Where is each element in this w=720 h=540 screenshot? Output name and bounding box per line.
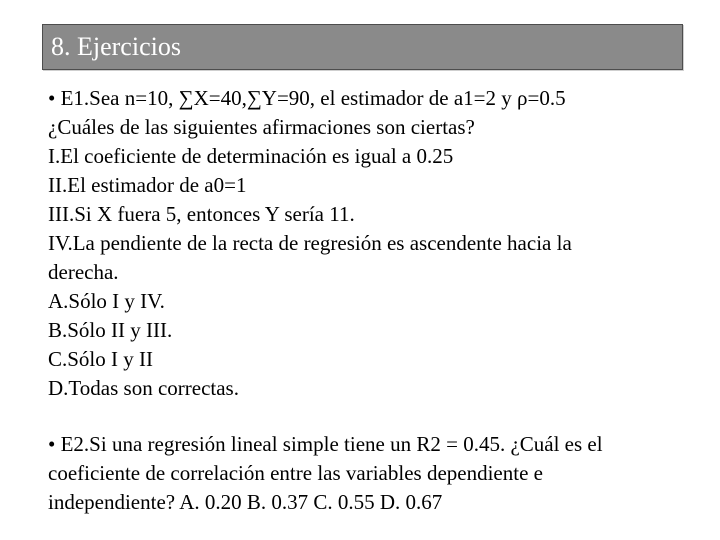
statement-iv: IV.La pendiente de la recta de regresión es ascendente hacia la xyxy=(48,231,572,255)
exercise-1 xyxy=(48,84,698,403)
option-b: B.Sólo II y III. xyxy=(48,318,173,342)
exercise-1-question: ¿Cuáles de las siguientes afirmaciones son ciertas? xyxy=(48,115,475,139)
statement-iv-continued: derecha. xyxy=(48,260,119,284)
exercise-1-statement: • E1.Sea n=10, ∑X=40,∑Y=90, el estimador de a1=2 y ρ=0.5 xyxy=(48,86,566,110)
statement-i: I.El coeficiente de determinación es igual a 0.25 xyxy=(48,144,454,168)
exercise-2-line-1: • E2.Si una regresión lineal simple tiene un R2 = 0.45. ¿Cuál es el xyxy=(48,432,603,456)
exercise-2 xyxy=(48,430,698,517)
exercise-2-line-2: coeficiente de correlación entre las variables dependiente e xyxy=(48,461,543,485)
slide-title: 8. Ejercicios xyxy=(51,32,181,61)
statement-ii: II.El estimador de a0=1 xyxy=(48,173,247,197)
exercise-2-line-3: independiente? A. 0.20 B. 0.37 C. 0.55 D. 0.67 xyxy=(48,490,443,514)
option-a: A.Sólo I y IV. xyxy=(48,289,165,313)
slide-body xyxy=(48,84,698,517)
option-c: C.Sólo I y II xyxy=(48,347,153,371)
statement-iii: III.Si X fuera 5, entonces Y sería 11. xyxy=(48,202,355,226)
option-d: D.Todas son correctas. xyxy=(48,376,239,400)
slide-title-bar xyxy=(42,24,683,70)
paragraph-spacer xyxy=(48,403,698,430)
